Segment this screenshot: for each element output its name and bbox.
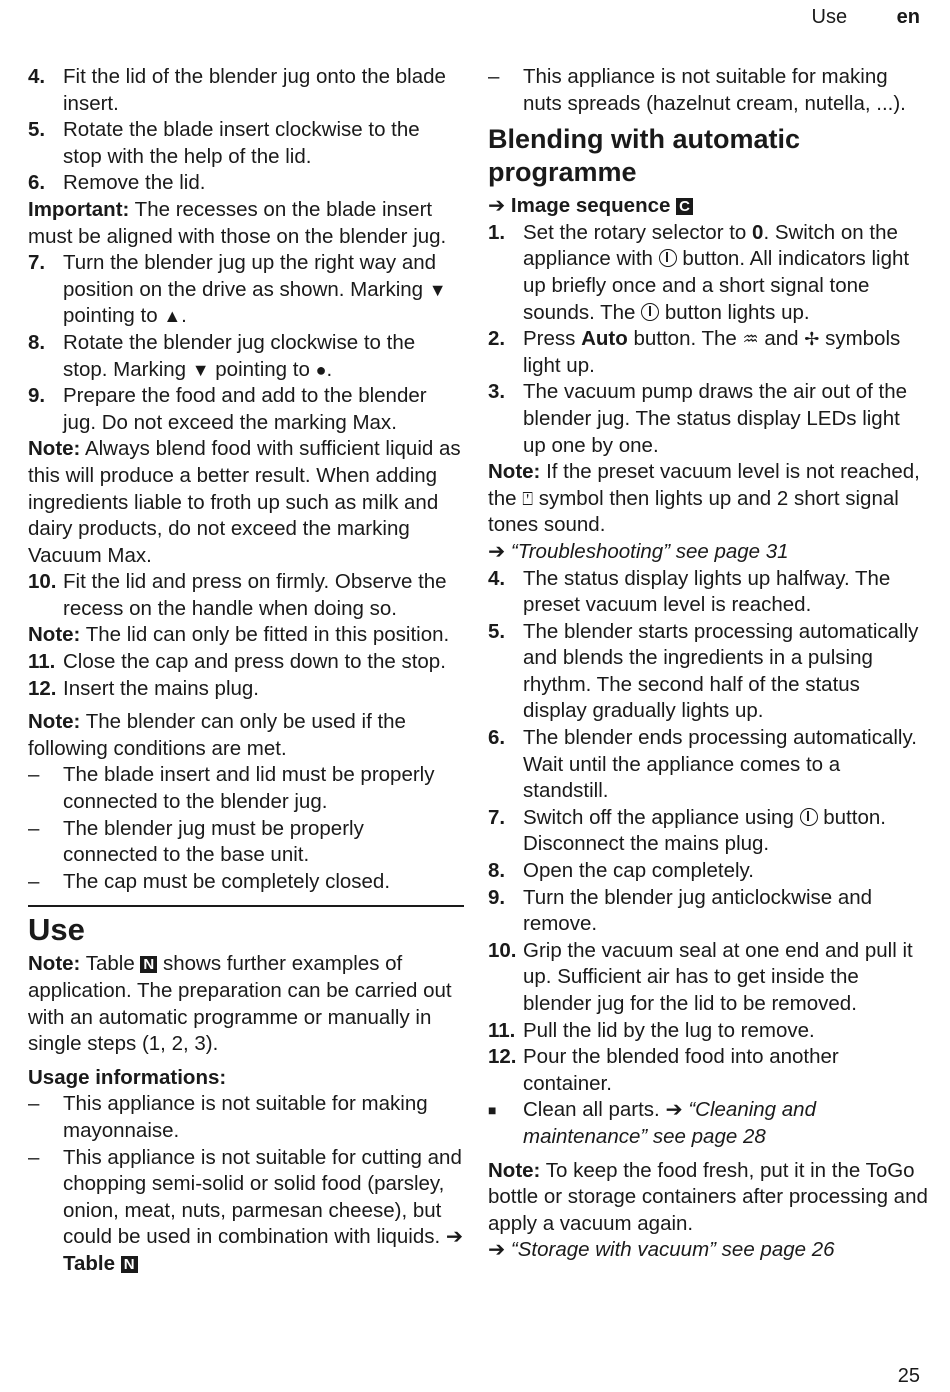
- image-c-label: C: [676, 198, 693, 215]
- important-note: Important: The recesses on the blade insert must be aligned with those on the blender jug.: [28, 197, 447, 248]
- table-reference[interactable]: Table: [63, 1251, 116, 1275]
- arrow-right-icon: ➔: [445, 1225, 464, 1249]
- step-12: 12. Pour the blended food into another container.: [488, 1045, 839, 1095]
- vacuum-max-marking: Vacuum Max: [28, 543, 147, 567]
- condition-item: – The blade insert and lid must be properly connected to the blender jug.: [28, 763, 435, 814]
- usage-item: – This appliance is not suitable for making nuts spreads (hazelnut cream, nutella, ...).: [488, 65, 906, 115]
- step-1: 1. Set the rotary selector to 0. Switch on the appliance with button. All indicators light up briefly once and a short signal tone sounds. The button lights up.: [488, 220, 910, 324]
- step-6: 6. The blender ends processing automatically. Wait until the appliance comes to a standstill.: [488, 726, 917, 803]
- note-storage: Note: To keep the food fresh, put it in the ToGo bottle or storage containers after processing and apply a vacuum again.: [488, 1158, 928, 1235]
- step-8: 8. Rotate the blender jug clockwise to the stop. Marking ▼ pointing to ●.: [28, 330, 464, 383]
- step-9: 9. Prepare the food and add to the blender jug. Do not exceed the marking Max.: [28, 384, 427, 434]
- step-3: 3. The vacuum pump draws the air out of the blender jug. The status display LEDs light up one by one.: [488, 380, 908, 457]
- storage-reference[interactable]: ➔ “Storage with vacuum” see page 26: [488, 1238, 835, 1262]
- table-n-label: N: [121, 1256, 138, 1273]
- down-triangle-icon: ▼: [428, 279, 447, 300]
- usage-item: – This appliance is not suitable for cutting and chopping semi-solid or solid food (parsley, onion, meat, nuts, parmesan cheese), but could be used in combination with liquids. ➔ Table N: [28, 1145, 464, 1275]
- up-triangle-icon: ▲: [163, 306, 182, 327]
- clean-parts-item: ■ Clean all parts. ➔ “Cleaning and maintenance” see page 28: [488, 1097, 928, 1150]
- condition-item: – The blender jug must be properly connected to the base unit.: [28, 816, 364, 867]
- step-11: 11. Close the cap and press down to the stop.: [28, 650, 446, 674]
- step-7: 7. Switch off the appliance using button. Disconnect the mains plug.: [488, 805, 886, 856]
- image-sequence: ➔ Image sequence C: [488, 193, 928, 220]
- usage-item: – This appliance is not suitable for making mayonnaise.: [28, 1092, 428, 1142]
- down-triangle-icon: ▼: [191, 359, 210, 380]
- step-10: 10. Fit the lid and press on firmly. Observe the recess on the handle when doing so.: [28, 570, 447, 620]
- arrow-right-icon: ➔: [665, 1098, 683, 1122]
- note-sufficient-liquid: Note: Always blend food with sufficient liquid as this will produce a better result. When adding ingredients liable to froth up such as milk and dairy products, do not exceed the marking Vacuum Max.: [28, 437, 461, 567]
- step-2: 2. Press Auto button. The ♒ and ✢ symbols light up.: [488, 327, 901, 377]
- step-7: 7. Turn the blender jug up the right way and position on the drive as shown. Marking ▼ pointing to ▲.: [28, 250, 464, 330]
- step-4: 4. Fit the lid of the blender jug onto the blade insert.: [28, 65, 446, 115]
- step-10: 10. Grip the vacuum seal at one end and pull it up. Sufficient air has to get inside the blender jug for the lid to be removed.: [488, 938, 913, 1015]
- condition-item: – The cap must be completely closed.: [28, 869, 391, 893]
- use-heading: Use: [28, 912, 85, 948]
- step-9: 9. Turn the blender jug anticlockwise and remove.: [488, 885, 873, 936]
- cleaning-reference[interactable]: “Cleaning and maintenance” see page 28: [523, 1098, 816, 1148]
- note-table: Note: Table N shows further examples of application. The preparation can be carried out with an automatic programme or manually in single steps (1, 2, 3).: [28, 952, 452, 1056]
- header-section: Use: [811, 6, 848, 28]
- blend-icon: ✢: [804, 329, 820, 350]
- warning-jug-icon: ⍞: [522, 488, 534, 509]
- note-lid-position: Note: The lid can only be fitted in this position.: [28, 623, 450, 647]
- step-5: 5. The blender starts processing automatically and blends the ingredients in a pulsing rhythm. The second half of the status display gradually lights up.: [488, 619, 919, 723]
- arrow-right-icon: ➔: [488, 1238, 506, 1262]
- step-12: 12. Insert the mains plug.: [28, 676, 259, 700]
- page-number: 25: [897, 1365, 920, 1387]
- step-11: 11. Pull the lid by the lug to remove.: [488, 1018, 815, 1042]
- usage-heading: Usage informations:: [28, 1065, 227, 1089]
- step-5: 5. Rotate the blade insert clockwise to the stop with the help of the lid.: [28, 118, 420, 168]
- section-divider: [28, 905, 464, 907]
- note-vacuum-level: Note: If the preset vacuum level is not reached, the ⍞ symbol then lights up and 2 short signal tones sound.: [488, 460, 920, 537]
- arrow-right-icon: ➔: [488, 539, 506, 563]
- max-marking: Max: [352, 410, 392, 434]
- right-column: [488, 64, 928, 1264]
- step-8: 8. Open the cap completely.: [488, 859, 754, 883]
- step-4: 4. The status display lights up halfway. The preset vacuum level is reached.: [488, 566, 891, 617]
- arrow-right-icon: ➔: [488, 194, 506, 218]
- step-6: 6. Remove the lid.: [28, 171, 206, 195]
- section-heading: Blending with automatic programme: [488, 124, 801, 188]
- power-icon: [641, 303, 659, 321]
- troubleshooting-reference[interactable]: ➔ “Troubleshooting” see page 31: [488, 539, 789, 563]
- dot-icon: ●: [315, 359, 327, 380]
- power-icon: [800, 808, 818, 826]
- power-icon: [659, 249, 677, 267]
- left-column: [28, 64, 464, 1278]
- vacuum-icon: ♒: [742, 329, 759, 350]
- note-conditions: Note: The blender can only be used if the following conditions are met.: [28, 710, 406, 760]
- square-bullet-icon: ■: [488, 1102, 497, 1119]
- header-language: en: [896, 6, 920, 28]
- table-n-label: N: [140, 956, 157, 973]
- page-header: [812, 6, 920, 29]
